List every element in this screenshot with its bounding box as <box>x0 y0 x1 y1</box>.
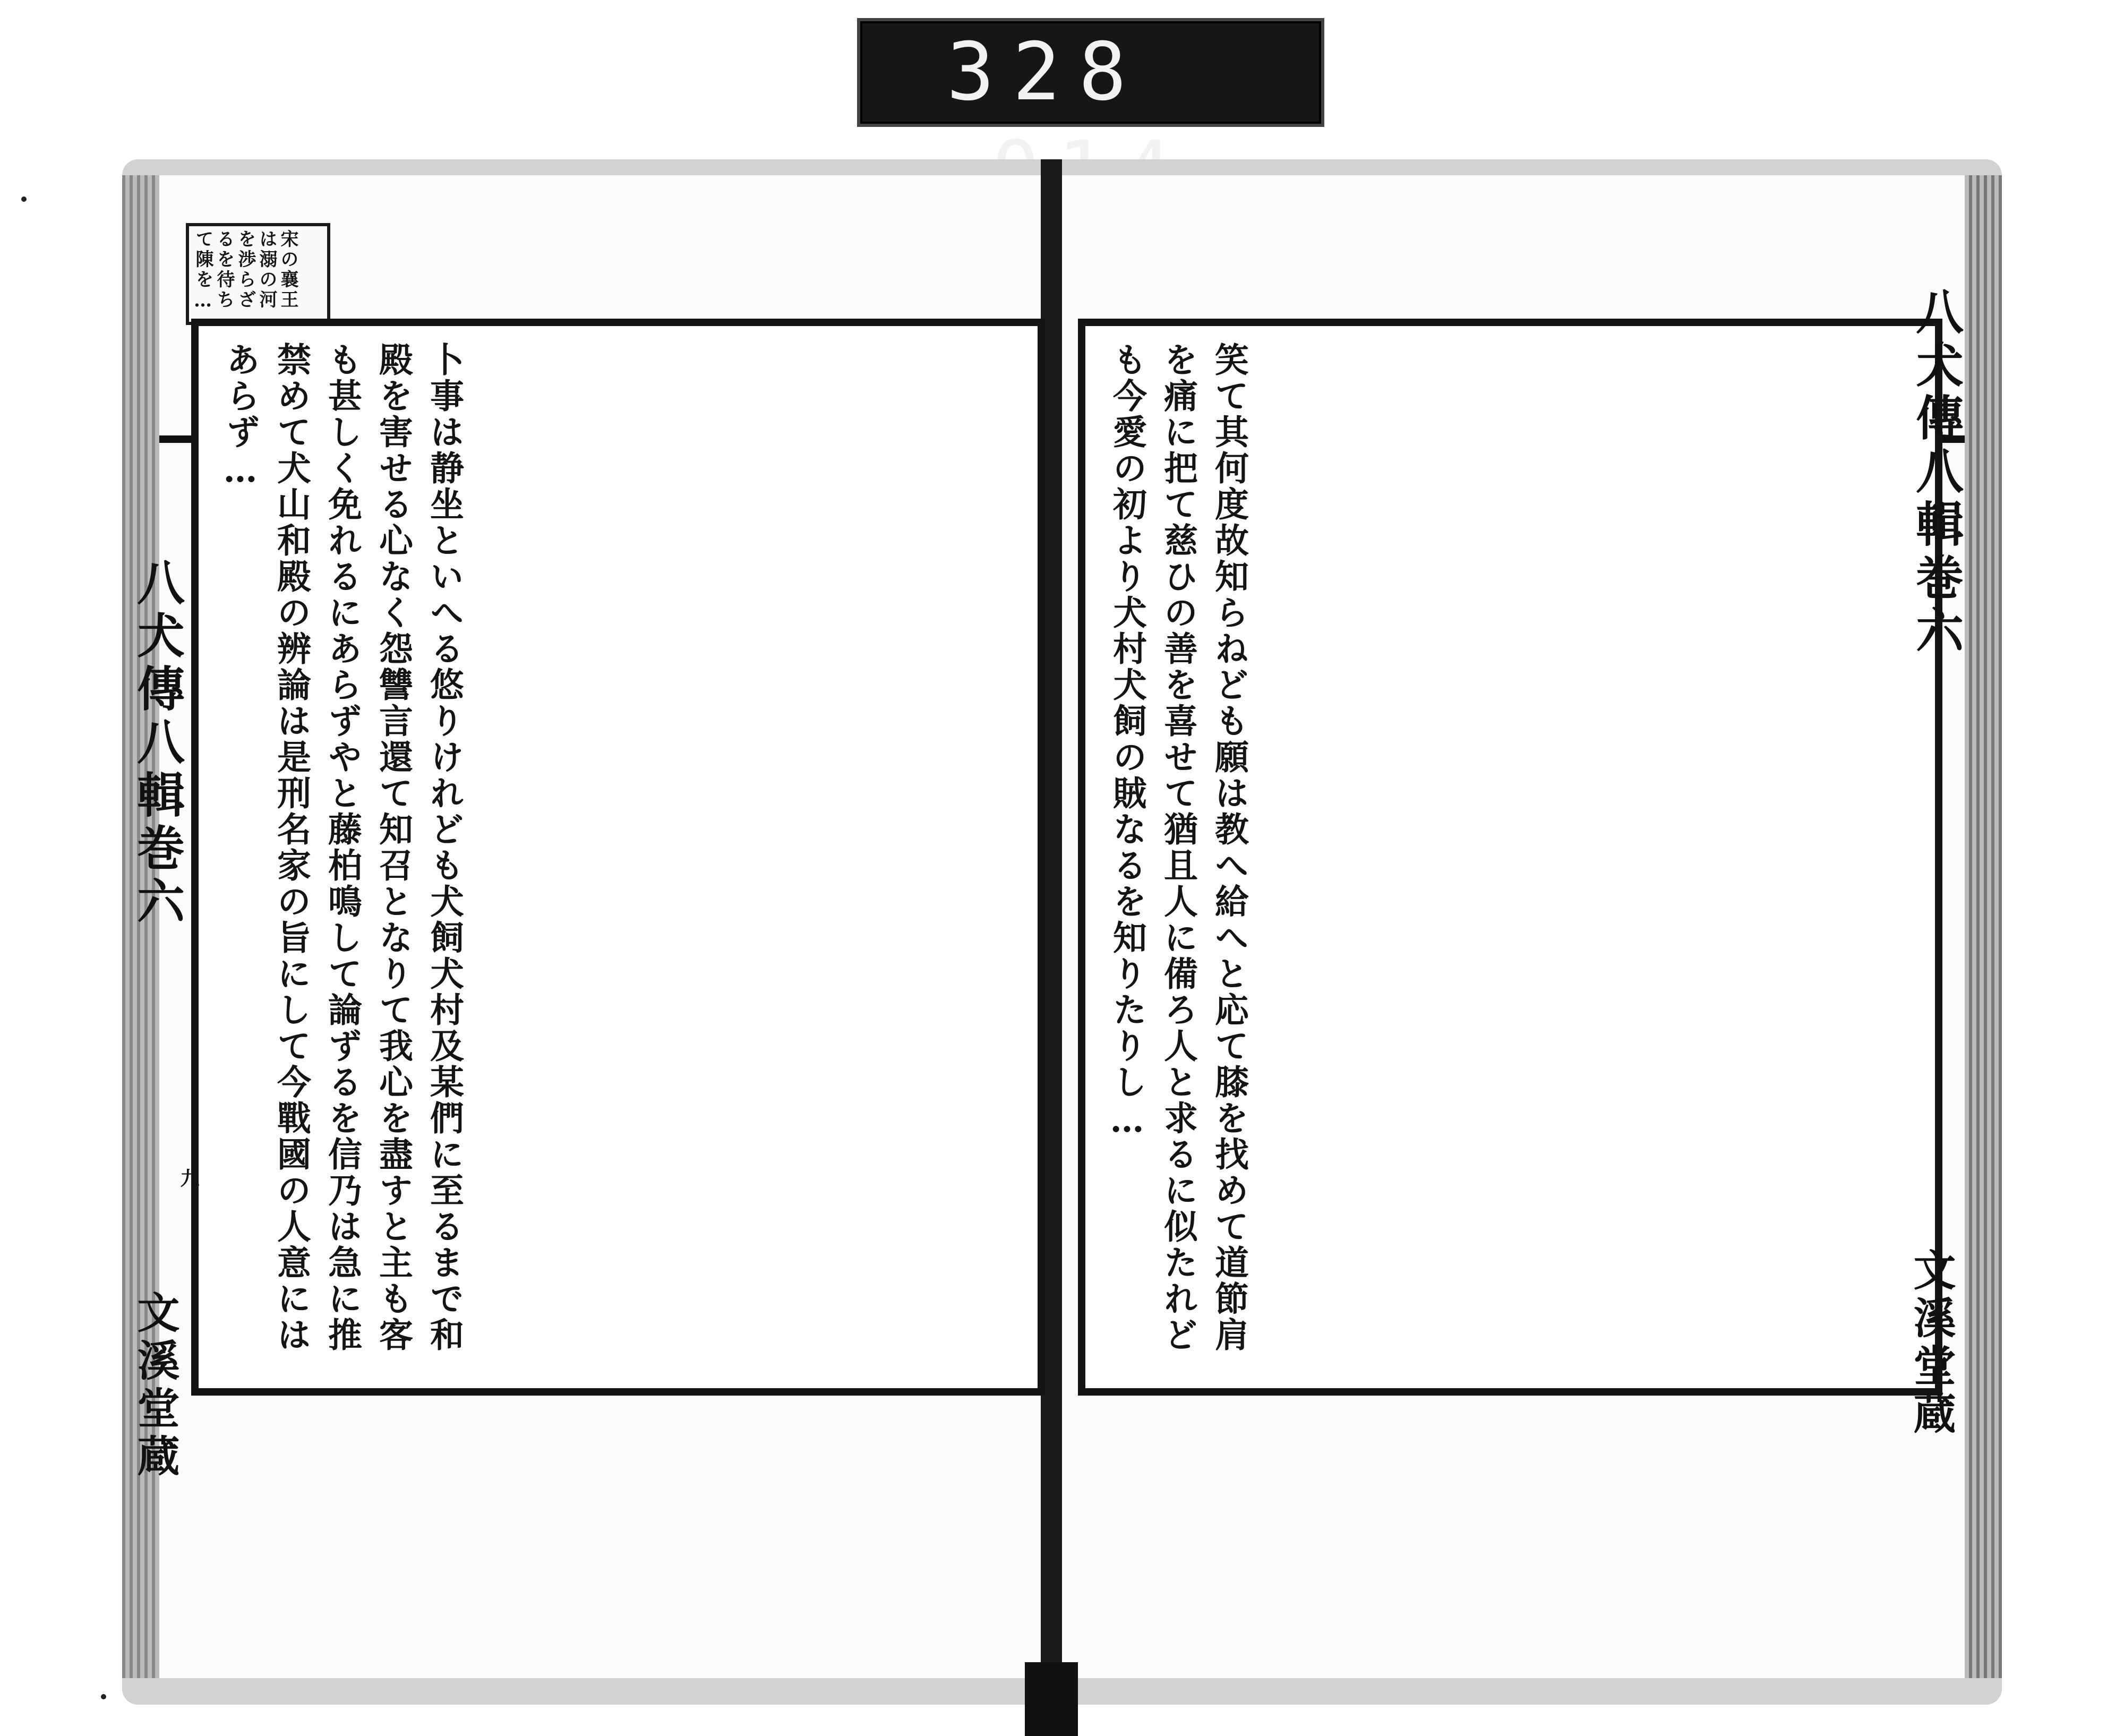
headnote-text: 宋の襄王は溺の河を渉らざるを待ちて陳を… <box>192 229 298 313</box>
left-tab-mark <box>159 435 191 443</box>
left-body-text: 卜事は静坐といへる悠りけれども犬飼犬村及某們に至るまで和殿を害せる心なく怨讐言還て知召となりて我心を盡すと主も客も甚しく免れるにあらずやと藤柏鳴して論ずるを信乃は急に推禁めて犬山和殿の辨論は是刑名家の旨にして今戰國の人意にはあらず… <box>220 342 464 1353</box>
right-page-edges <box>1965 175 2002 1678</box>
spine-bottom <box>1025 1662 1078 1736</box>
scan-speck <box>21 196 27 202</box>
left-running-title: 八犬傳八輯巻六 <box>129 558 185 929</box>
page-number: 九 <box>177 1168 200 1193</box>
right-running-title: 八犬傳八輯巻六 <box>1907 287 1964 659</box>
headnote-box <box>186 223 330 325</box>
left-text-panel <box>191 319 1045 1396</box>
right-body-text: 笑て其何度故知らねども願は教へ給へと応て膝を找めて道節肩を痛に把て慈ひの善を喜せて猶且人に備ろ人と求るに似たれども今愛の初より犬村犬飼の賊なるを知りたりし… <box>1107 342 1249 1353</box>
scan-speck <box>101 1694 106 1699</box>
right-publisher-caption: 文溪堂蔵 <box>1906 1248 1956 1439</box>
left-publisher-caption: 文溪堂蔵 <box>130 1290 180 1482</box>
frame-number-label <box>860 21 1321 124</box>
frame-reel-number: 328 <box>946 26 1145 118</box>
right-text-panel <box>1078 319 1942 1396</box>
